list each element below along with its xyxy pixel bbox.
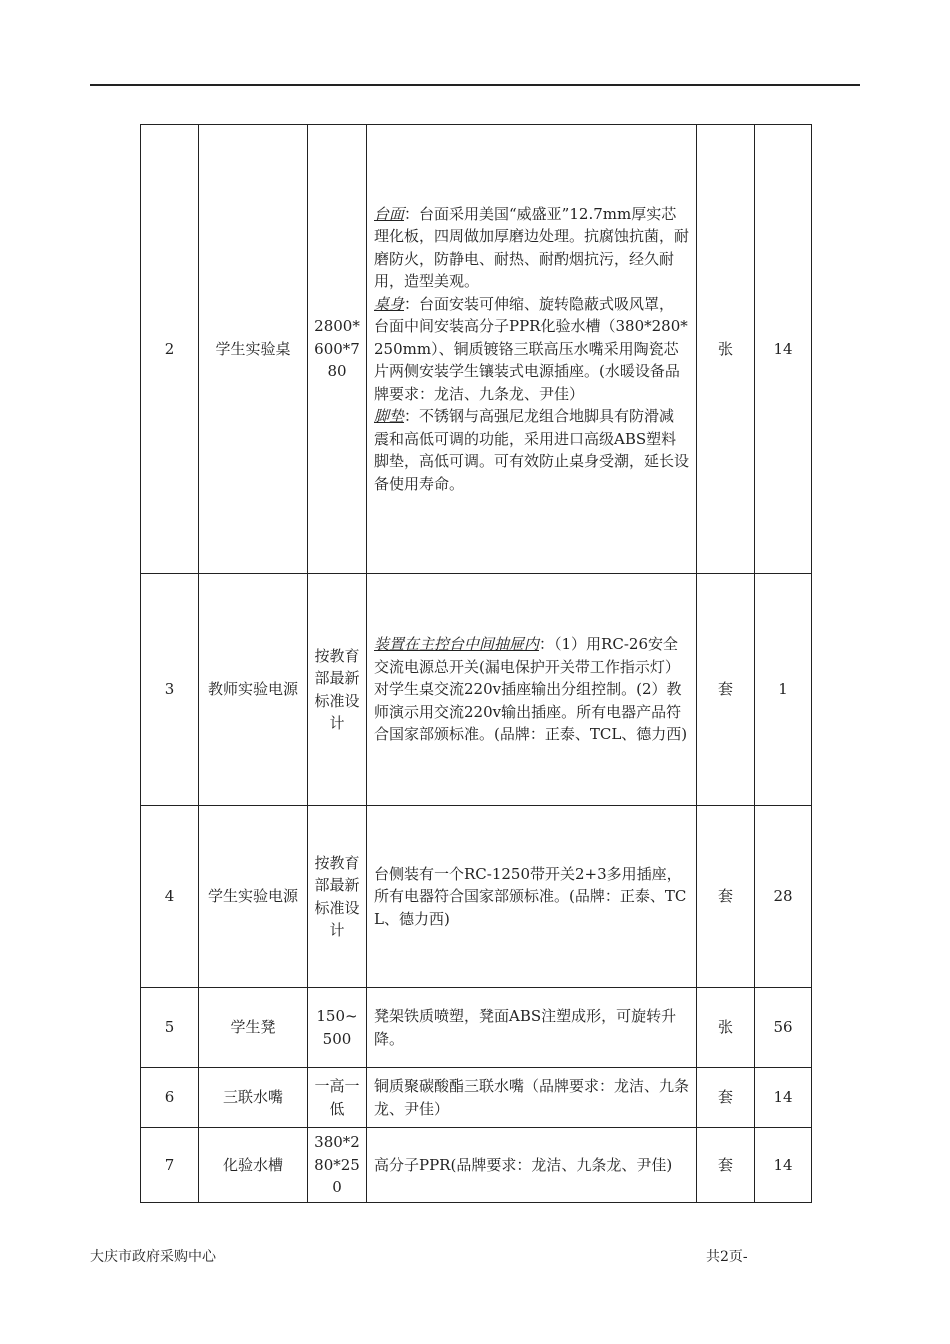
description-paragraph bbox=[374, 1154, 689, 1177]
item-name: 三联水嘴 bbox=[199, 1068, 308, 1128]
section-text: ：（1）用RC-26安全交流电源总开关(漏电保护开关带工作指示灯）对学生桌交流220v插座输出分组控制。(2）教师演示用交流220v输出插座。所有电器产品符合国家部颁标准。(品牌：正泰、TCL、德力西) bbox=[374, 635, 688, 744]
item-unit: 张 bbox=[697, 988, 755, 1068]
row-number: 2 bbox=[141, 125, 199, 574]
description-paragraph bbox=[374, 203, 689, 293]
section-label: 装置在主控台中间抽屉内 bbox=[374, 635, 540, 654]
item-description bbox=[367, 988, 697, 1068]
item-spec: 2800*600*780 bbox=[308, 125, 367, 574]
item-spec: 380*280*250 bbox=[308, 1128, 367, 1203]
section-text: ：台面安装可伸缩、旋转隐蔽式吸风罩，台面中间安装高分子PPR化验水槽（380*280*250mm）、铜质镀铬三联高压水嘴采用陶瓷芯片两侧安装学生镶装式电源插座。(水暖设备品牌要求：龙洁、九条龙、尹佳） bbox=[374, 294, 688, 403]
item-quantity: 28 bbox=[755, 806, 812, 988]
equipment-table bbox=[140, 124, 812, 1203]
section-text: ：不锈钢与高强尼龙组合地脚具有防滑减震和高低可调的功能，采用进口高级ABS塑料脚垫，高低可调。可有效防止桌身受潮，延长设备使用寿命。 bbox=[374, 407, 690, 493]
item-spec: 按教育部最新标准设计 bbox=[308, 806, 367, 988]
item-description bbox=[367, 574, 697, 806]
section-label: 桌身 bbox=[374, 294, 405, 313]
item-name: 化验水槽 bbox=[199, 1128, 308, 1203]
section-text: 凳架铁质喷塑，凳面ABS注塑成形，可旋转升降。 bbox=[374, 1007, 677, 1048]
item-quantity: 14 bbox=[755, 1068, 812, 1128]
item-description bbox=[367, 1128, 697, 1203]
item-description bbox=[367, 806, 697, 988]
row-number: 7 bbox=[141, 1128, 199, 1203]
description-paragraph bbox=[374, 405, 689, 495]
item-unit: 套 bbox=[697, 1068, 755, 1128]
item-name: 教师实验电源 bbox=[199, 574, 308, 806]
row-number: 3 bbox=[141, 574, 199, 806]
row-number: 4 bbox=[141, 806, 199, 988]
item-quantity: 14 bbox=[755, 1128, 812, 1203]
section-text: 铜质聚碳酸酯三联水嘴（品牌要求：龙洁、九条龙、尹佳） bbox=[374, 1077, 690, 1118]
table-row bbox=[141, 988, 812, 1068]
footer-organization: 大庆市政府采购中心 bbox=[90, 1249, 216, 1265]
footer-page-count: 共2页- bbox=[706, 1249, 748, 1265]
item-name: 学生凳 bbox=[199, 988, 308, 1068]
description-paragraph bbox=[374, 1005, 689, 1050]
item-spec: 150~500 bbox=[308, 988, 367, 1068]
item-unit: 套 bbox=[697, 806, 755, 988]
item-unit: 套 bbox=[697, 574, 755, 806]
table-row bbox=[141, 125, 812, 574]
header-rule bbox=[90, 84, 860, 86]
row-number: 5 bbox=[141, 988, 199, 1068]
item-quantity: 56 bbox=[755, 988, 812, 1068]
item-name: 学生实验桌 bbox=[199, 125, 308, 574]
item-unit: 张 bbox=[697, 125, 755, 574]
table-row bbox=[141, 574, 812, 806]
description-paragraph bbox=[374, 633, 689, 746]
item-description bbox=[367, 1068, 697, 1128]
section-label: 脚垫 bbox=[374, 407, 405, 426]
description-paragraph bbox=[374, 293, 689, 406]
item-quantity: 14 bbox=[755, 125, 812, 574]
item-spec: 一高一低 bbox=[308, 1068, 367, 1128]
section-text: 高分子PPR(品牌要求：龙洁、九条龙、尹佳) bbox=[374, 1155, 673, 1174]
table-row bbox=[141, 1128, 812, 1203]
description-paragraph bbox=[374, 1075, 689, 1120]
row-number: 6 bbox=[141, 1068, 199, 1128]
section-text: 台侧装有一个RC-1250带开关2+3多用插座，所有电器符合国家部颁标准。(品牌：正泰、TCL、德力西) bbox=[374, 864, 687, 928]
section-label: 台面 bbox=[374, 204, 405, 223]
item-name: 学生实验电源 bbox=[199, 806, 308, 988]
description-paragraph bbox=[374, 863, 689, 931]
section-text: ：台面采用美国“威盛亚”12.7mm厚实芯理化板，四周做加厚磨边处理。抗腐蚀抗菌，耐磨防火，防静电、耐热、耐酌烟抗污，经久耐用，造型美观。 bbox=[374, 204, 690, 291]
table-row bbox=[141, 806, 812, 988]
item-description bbox=[367, 125, 697, 574]
item-quantity: 1 bbox=[755, 574, 812, 806]
item-unit: 套 bbox=[697, 1128, 755, 1203]
table-row bbox=[141, 1068, 812, 1128]
item-spec: 按教育部最新标准设计 bbox=[308, 574, 367, 806]
